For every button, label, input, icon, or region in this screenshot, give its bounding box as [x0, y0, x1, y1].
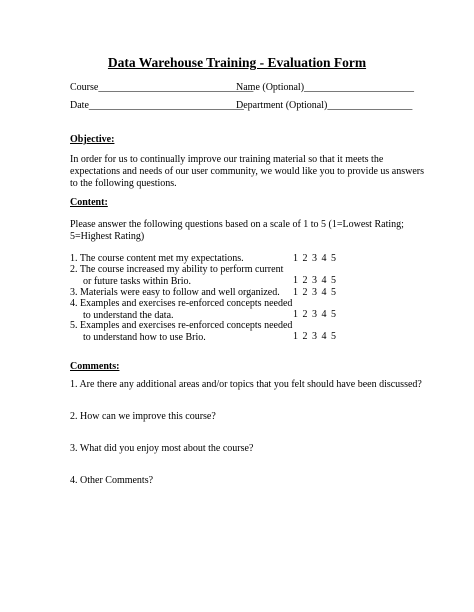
comment-question-4: 4. Other Comments? [70, 475, 154, 486]
question-4-rating-scale[interactable]: 1 2 3 4 5 [293, 309, 336, 320]
question-2 [70, 264, 283, 287]
question-2-text: 2. The course increased my ability to perform current [70, 264, 284, 275]
name-field[interactable]: Name (Optional)______________________ [236, 82, 415, 93]
question-5-text: 5. Examples and exercises re-enforced concepts needed [70, 320, 293, 331]
question-1 [70, 253, 244, 265]
question-5 [70, 320, 292, 343]
question-3 [70, 287, 280, 299]
date-field[interactable]: Date_______________________________ [70, 100, 244, 111]
question-2-rating-scale[interactable]: 1 2 3 4 5 [293, 275, 336, 286]
comment-question-3: 3. What did you enjoy most about the course? [70, 443, 254, 454]
question-1-rating-scale[interactable]: 1 2 3 4 5 [293, 253, 336, 264]
comment-question-1: 1. Are there any additional areas and/or topics that you felt should have been discussed? [70, 379, 422, 390]
objective-heading: Objective: [70, 134, 115, 145]
question-2-text-continued: or future tasks within Brio. [83, 275, 192, 287]
content-heading: Content: [70, 197, 108, 208]
question-4-text-continued: to understand the data. [83, 309, 174, 321]
form-title: Data Warehouse Training - Evaluation Form [107, 55, 367, 70]
comment-question-2: 2. How can we improve this course? [70, 411, 216, 422]
objective-line: expectations and needs of our user community, we would like you to provide us answers [70, 166, 424, 177]
content-intro-line: Please answer the following questions based on a scale of 1 to 5 (1=Lowest Rating; [70, 219, 404, 230]
comments-heading: Comments: [70, 361, 120, 372]
objective-line: to the following questions. [70, 178, 177, 189]
content-intro-line: 5=Highest Rating) [70, 231, 145, 242]
question-3-rating-scale[interactable]: 1 2 3 4 5 [293, 287, 336, 298]
question-1-text: 1. The course content met my expectations. [70, 253, 244, 264]
objective-paragraph [70, 154, 424, 190]
question-3-text: 3. Materials were easy to follow and well organized. [70, 287, 280, 298]
question-5-rating-scale[interactable]: 1 2 3 4 5 [293, 331, 336, 342]
question-5-text-continued: to understand how to use Brio. [83, 331, 206, 343]
objective-line: In order for us to continually improve our training material so that it meets the [70, 154, 384, 165]
department-field[interactable]: Department (Optional)_________________ [236, 100, 413, 111]
question-4-text: 4. Examples and exercises re-enforced concepts needed [70, 298, 293, 309]
course-field[interactable]: Course_______________________________ [70, 82, 254, 93]
content-intro [70, 219, 410, 243]
question-4 [70, 298, 292, 321]
